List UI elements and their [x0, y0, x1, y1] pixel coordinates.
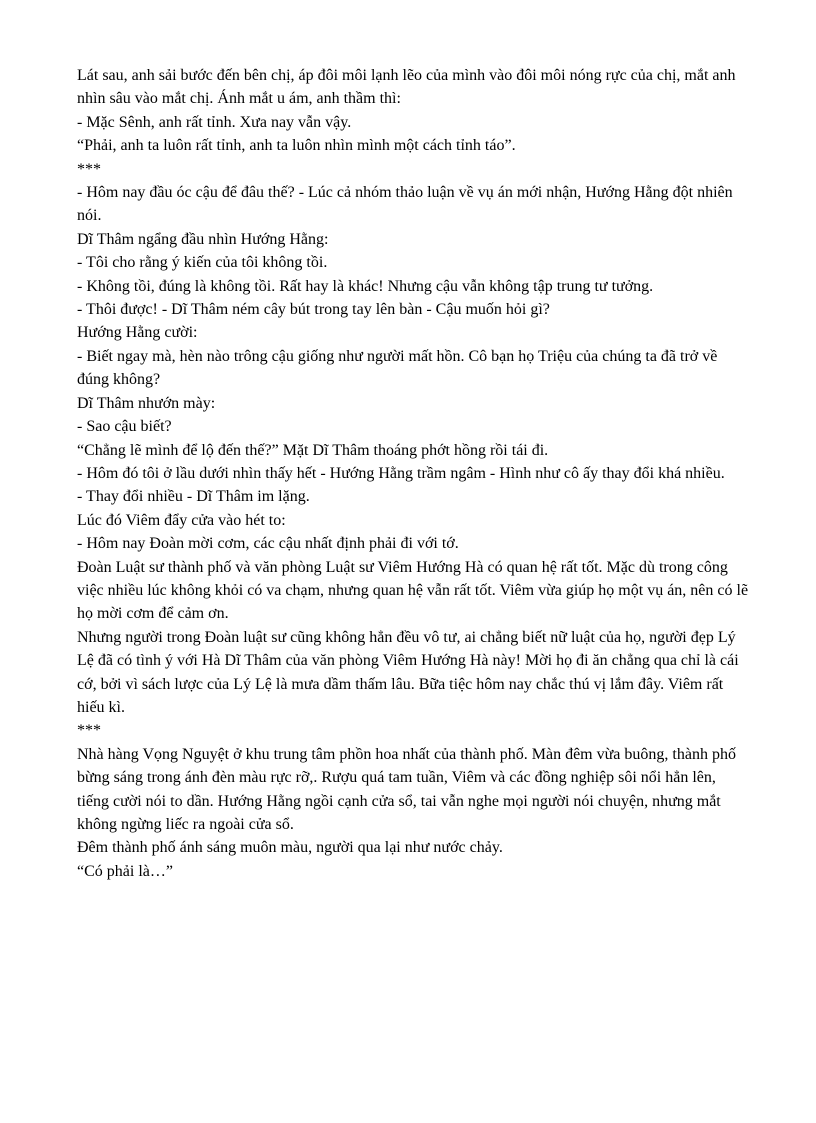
paragraph: “Có phải là…”: [77, 862, 173, 880]
paragraph: - Hôm nay Đoàn mời cơm, các cậu nhất định phải đi với tớ.: [77, 535, 459, 553]
section-separator: ***: [77, 160, 101, 178]
paragraph: Đoàn Luật sư thành phố và văn phòng Luật sư Viêm Hướng Hà có quan hệ rất tốt. Mặc dù trong công việc nhiều lúc không khỏi có va chạm, nhưng quan hệ vẫn rất tốt. Viêm vừa giúp họ một vụ án, nên có lẽ họ mời cơm để cảm ơn.: [77, 558, 749, 623]
paragraph: Hướng Hằng cười:: [77, 324, 198, 342]
paragraph: - Không tồi, đúng là không tồi. Rất hay là khác! Nhưng cậu vẫn không tập trung tư tưởng.: [77, 277, 654, 295]
paragraph: - Thay đổi nhiều - Dĩ Thâm im lặng.: [77, 488, 310, 506]
paragraph: Dĩ Thâm nhướn mày:: [77, 394, 216, 412]
paragraph: Nhà hàng Vọng Nguyệt ở khu trung tâm phồn hoa nhất của thành phố. Màn đêm vừa buông, thành phố bừng sáng trong ánh đèn màu rực rỡ,. Rượu quá tam tuần, Viêm và các đồng nghiệp sôi nổi hẳn lên, tiếng cười nói to dần. Hướng Hằng ngồi cạnh cửa sổ, tai vẫn nghe mọi người nói chuyện, nhưng mắt không ngừng liếc ra ngoài cửa sổ.: [77, 745, 736, 833]
paragraph: - Tôi cho rằng ý kiến của tôi không tồi.: [77, 254, 328, 272]
paragraph: “Chẳng lẽ mình để lộ đến thế?” Mặt Dĩ Thâm thoáng phớt hồng rồi tái đi.: [77, 441, 549, 459]
paragraph: - Biết ngay mà, hèn nào trông cậu giống như người mất hồn. Cô bạn họ Triệu của chúng ta đã trở về đúng không?: [77, 347, 718, 389]
paragraph: Lúc đó Viêm đẩy cửa vào hét to:: [77, 511, 286, 529]
paragraph: Đêm thành phố ánh sáng muôn màu, người qua lại như nước chảy.: [77, 839, 503, 857]
paragraph: - Thôi được! - Dĩ Thâm ném cây bút trong tay lên bàn - Cậu muốn hỏi gì?: [77, 301, 550, 319]
paragraph: Dĩ Thâm ngẩng đầu nhìn Hướng Hằng:: [77, 230, 329, 248]
paragraph: - Mặc Sênh, anh rất tỉnh. Xưa nay vẫn vậy.: [77, 113, 352, 131]
paragraph: - Sao cậu biết?: [77, 418, 172, 436]
paragraph: - Hôm đó tôi ở lầu dưới nhìn thấy hết - Hướng Hằng trầm ngâm - Hình như cô ấy thay đổi khá nhiều.: [77, 464, 725, 482]
paragraph: - Hôm nay đầu óc cậu để đâu thế? - Lúc cả nhóm thảo luận về vụ án mới nhận, Hướng Hằng đột nhiên nói.: [77, 184, 733, 225]
document-body: [77, 64, 749, 883]
paragraph: “Phải, anh ta luôn rất tỉnh, anh ta luôn nhìn mình một cách tỉnh táo”.: [77, 137, 516, 155]
section-separator: ***: [77, 722, 101, 740]
paragraph: Nhưng người trong Đoàn luật sư cũng không hẳn đều vô tư, ai chẳng biết nữ luật của họ, người đẹp Lý Lệ đã có tình ý với Hà Dĩ Thâm của văn phòng Viêm Hướng Hà này! Mời họ đi ăn chẳng qua chỉ là cái cớ, bởi vì sách lược của Lý Lệ là mưa dầm thấm lâu. Bữa tiệc hôm nay chắc thú vị lắm đây. Viêm rất hiếu kì.: [77, 628, 739, 716]
paragraph: Lát sau, anh sải bước đến bên chị, áp đôi môi lạnh lẽo của mình vào đôi môi nóng rực của chị, mắt anh nhìn sâu vào mắt chị. Ánh mắt u ám, anh thầm thì:: [77, 67, 736, 108]
